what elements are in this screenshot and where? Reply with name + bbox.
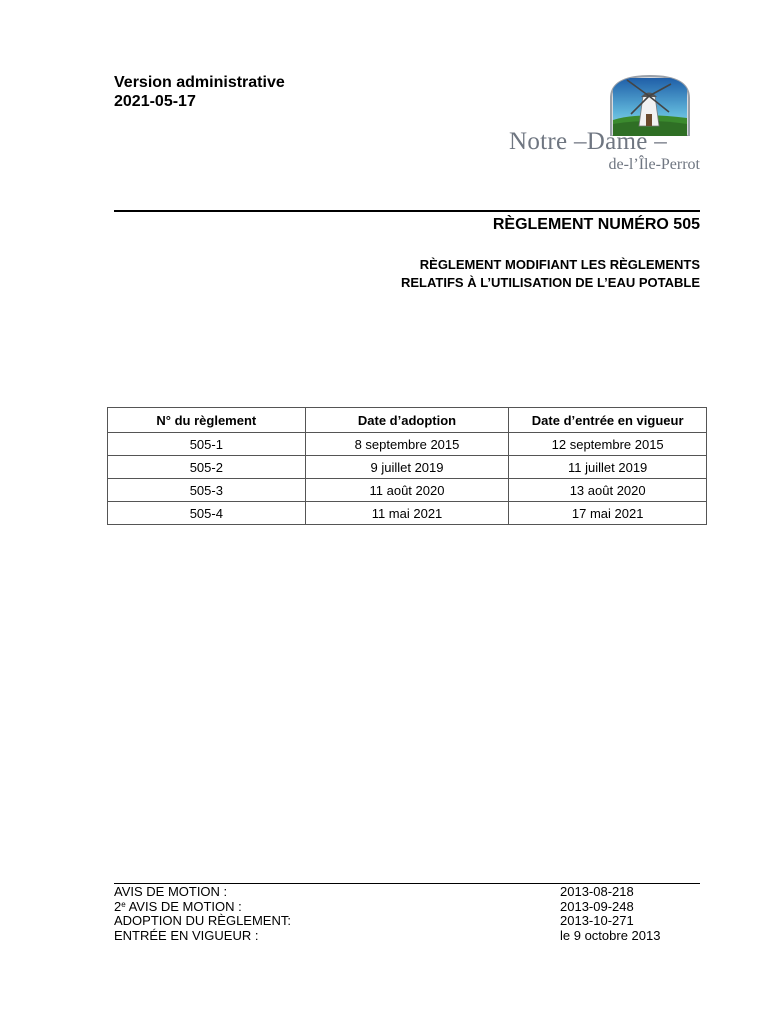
footer-values bbox=[560, 885, 660, 943]
footer-value-notice-of-motion: 2013-08-218 bbox=[560, 884, 634, 899]
footer-label-effective: ENTRÉE EN VIGUEUR : bbox=[114, 927, 259, 943]
logo-text-notre-dame: Notre –Dame – bbox=[509, 128, 668, 155]
table-header-row bbox=[108, 408, 707, 433]
table-row bbox=[108, 479, 707, 502]
cell-effective-date: 11 juillet 2019 bbox=[509, 456, 707, 479]
ordinal-number: 2 bbox=[114, 898, 122, 914]
cell-adoption-date: 9 juillet 2019 bbox=[305, 456, 509, 479]
amendments-table bbox=[107, 407, 707, 525]
cell-regulation-number: 505-1 bbox=[108, 433, 306, 456]
logo-text-ile-perrot: de-l’Île-Perrot bbox=[608, 156, 700, 173]
cell-regulation-number: 505-2 bbox=[108, 456, 306, 479]
table-row bbox=[108, 433, 707, 456]
regulation-title: RÈGLEMENT NUMÉRO 505 bbox=[492, 216, 700, 233]
windmill-logo-icon bbox=[609, 74, 691, 136]
footer-label-second-notice bbox=[114, 900, 291, 915]
footer-value-second-notice: 2013-09-248 bbox=[560, 898, 634, 914]
version-block bbox=[114, 73, 285, 111]
version-date: 2021-05-17 bbox=[114, 93, 196, 110]
regulation-subtitle bbox=[401, 256, 700, 292]
footer-label-adoption: ADOPTION DU RÈGLEMENT: bbox=[114, 913, 291, 928]
footer-value-effective: le 9 octobre 2013 bbox=[560, 927, 661, 943]
cell-regulation-number: 505-4 bbox=[108, 502, 306, 525]
cell-effective-date: 17 mai 2021 bbox=[509, 502, 707, 525]
subtitle-line-2: RELATIFS À L’UTILISATION DE L’EAU POTABLE bbox=[401, 275, 700, 290]
cell-adoption-date: 11 août 2020 bbox=[305, 479, 509, 502]
footer-value-adoption: 2013-10-271 bbox=[560, 913, 634, 928]
municipality-logo bbox=[505, 72, 705, 177]
header-regulation-number: N° du règlement bbox=[108, 408, 306, 433]
cell-adoption-date: 8 septembre 2015 bbox=[305, 433, 509, 456]
cell-effective-date: 13 août 2020 bbox=[509, 479, 707, 502]
header-effective-date: Date d’entrée en vigueur bbox=[509, 408, 707, 433]
ordinal-suffix: e bbox=[121, 899, 126, 909]
cell-adoption-date: 11 mai 2021 bbox=[305, 502, 509, 525]
header-adoption-date: Date d’adoption bbox=[305, 408, 509, 433]
cell-regulation-number: 505-3 bbox=[108, 479, 306, 502]
footer-label-notice-of-motion: AVIS DE MOTION : bbox=[114, 884, 228, 899]
table-row bbox=[108, 502, 707, 525]
second-notice-text: AVIS DE MOTION : bbox=[128, 898, 242, 914]
top-divider bbox=[114, 210, 700, 212]
footer-labels bbox=[114, 885, 291, 943]
version-label: Version administrative bbox=[114, 74, 285, 91]
table-row bbox=[108, 456, 707, 479]
subtitle-line-1: RÈGLEMENT MODIFIANT LES RÈGLEMENTS bbox=[419, 257, 700, 272]
cell-effective-date: 12 septembre 2015 bbox=[509, 433, 707, 456]
